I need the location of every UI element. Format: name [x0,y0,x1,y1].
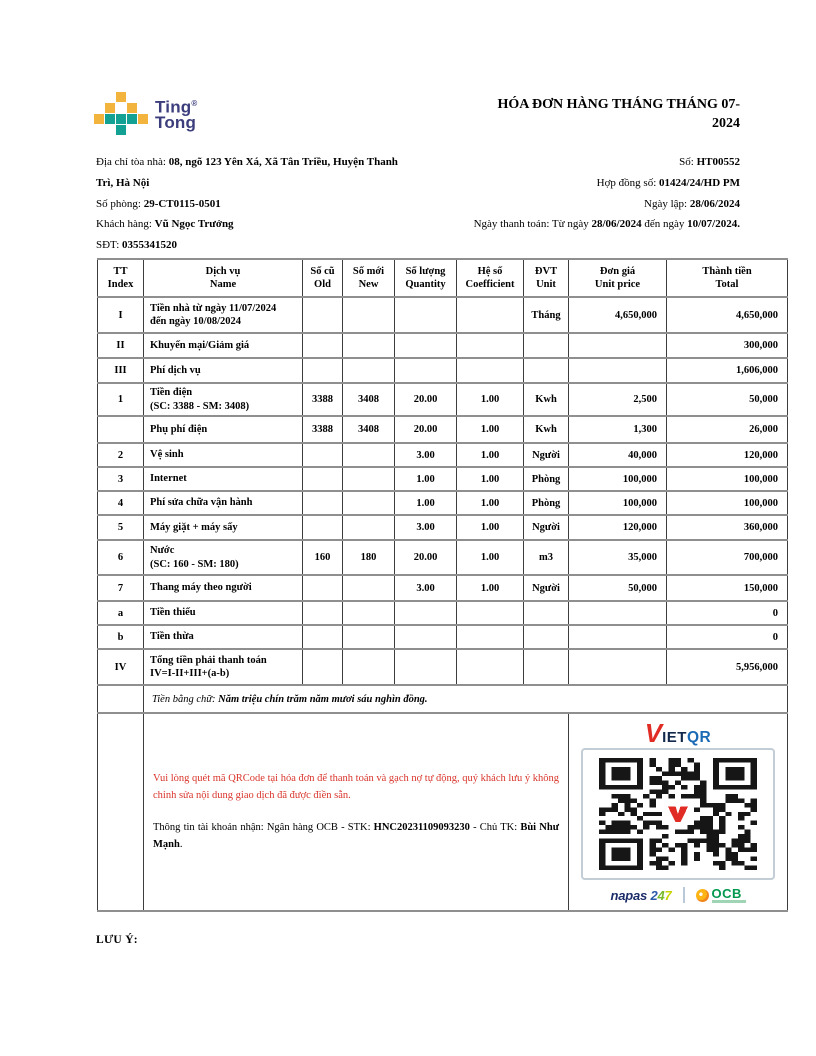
table-cell: 3408 [343,383,395,416]
table-cell: 1.00 [457,540,524,575]
table-cell [343,297,395,333]
table-cell: 3.00 [395,515,457,540]
table-row [98,601,788,625]
info-line: Trì, Hà Nội [96,176,150,189]
table-cell: 1.00 [395,467,457,491]
table-cell: 0 [667,625,788,649]
table-cell [569,333,667,358]
table-cell: Tiền nhà từ ngày 11/07/2024 đến ngày 10/08/2024 [144,297,303,333]
table-cell [303,333,343,358]
column-header: Số lượng Quantity [395,259,457,297]
table-cell: Tiền điện (SC: 3388 - SM: 3408) [144,383,303,416]
table-cell: 2 [98,443,144,467]
column-header: Số cũ Old [303,259,343,297]
table-cell: 50,000 [569,575,667,601]
table-cell [343,601,395,625]
table-row [98,443,788,467]
table-cell: Khuyến mại/Giảm giá [144,333,303,358]
table-cell: Tổng tiền phải thanh toán IV=I-II+III+(a-b) [144,649,303,685]
table-cell: Kwh [524,416,569,443]
table-cell: 180 [343,540,395,575]
payment-notice: Vui lòng quét mã QRCode tại hóa đơn để thanh toán và gạch nợ tự động, quý khách lưu ý không chỉnh sửa nội dung giao dịch đã được điền sẵn. [153,773,559,801]
table-cell: 7 [98,575,144,601]
table-row [98,333,788,358]
table-cell: 100,000 [569,467,667,491]
note-label: LƯU Ý: [96,934,138,946]
info-line: Hợp đồng số: 01424/24/HD PM [596,176,740,189]
vietqr-logo: V IET QR [644,718,712,748]
ocb-logo-text: OCB [712,888,746,903]
table-cell: 20.00 [395,416,457,443]
table-cell [569,649,667,685]
table-cell [303,625,343,649]
info-line: Địa chỉ tòa nhà: 08, ngõ 123 Yên Xá, Xã Tân Triều, Huyện Thanh [96,156,398,168]
table-cell: 300,000 [667,333,788,358]
empty-cell [98,685,144,713]
table-cell [303,575,343,601]
amount-in-words: Tiền bằng chữ: Năm triệu chín trăm năm mươi sáu nghìn đồng. [144,685,788,713]
table-cell: Tháng [524,297,569,333]
payment-instructions [144,713,569,911]
table-cell: Người [524,575,569,601]
table-cell [343,443,395,467]
table-row [98,540,788,575]
table-cell [303,601,343,625]
table-cell: Phòng [524,491,569,515]
table-cell [524,358,569,383]
table-cell [303,649,343,685]
info-line: Khách hàng: Vũ Ngọc Trưởng [96,218,234,231]
table-cell: Kwh [524,383,569,416]
table-cell: 4 [98,491,144,515]
table-cell: Nước (SC: 160 - SM: 180) [144,540,303,575]
ocb-circle-icon [696,889,709,902]
table-row [98,383,788,416]
tingtong-logo-text: Ting® Tong [155,97,198,133]
table-cell: 4,650,000 [569,297,667,333]
table-cell: 50,000 [667,383,788,416]
table-cell: 100,000 [569,491,667,515]
tingtong-logo [94,92,197,135]
payment-row [98,713,788,911]
table-cell: 4,650,000 [667,297,788,333]
table-cell [395,358,457,383]
table-cell: 3388 [303,416,343,443]
table-cell: Internet [144,467,303,491]
qr-code-box [581,748,775,880]
table-cell [343,649,395,685]
table-cell [343,467,395,491]
table-cell: 20.00 [395,540,457,575]
column-header: Hệ số Coefficient [457,259,524,297]
table-cell: 3 [98,467,144,491]
table-cell [524,649,569,685]
table-cell: 1.00 [457,443,524,467]
table-cell: 100,000 [667,467,788,491]
table-cell [524,333,569,358]
table-cell: a [98,601,144,625]
table-cell: 35,000 [569,540,667,575]
table-cell [569,601,667,625]
table-cell [457,601,524,625]
table-cell: 1.00 [457,515,524,540]
table-cell [395,333,457,358]
table-cell: IV [98,649,144,685]
empty-cell [98,713,144,911]
table-cell: 160 [303,540,343,575]
table-cell: 1.00 [457,383,524,416]
table-cell: 0 [667,601,788,625]
column-header: Số mới New [343,259,395,297]
table-cell: Phí dịch vụ [144,358,303,383]
table-cell: 120,000 [667,443,788,467]
table-cell [343,333,395,358]
vietqr-v-icon: V [644,718,663,748]
info-line: Ngày thanh toán: Từ ngày 28/06/2024 đến ngày 10/07/2024. [473,218,740,231]
table-cell [457,358,524,383]
table-cell: Phụ phí điện [144,416,303,443]
table-cell: Vệ sinh [144,443,303,467]
tingtong-logo-icon [94,92,148,135]
table-row [98,297,788,333]
table-cell: 2,500 [569,383,667,416]
table-cell [457,625,524,649]
table-cell [303,467,343,491]
table-cell [343,575,395,601]
table-cell [303,297,343,333]
column-header: Thành tiền Total [667,259,788,297]
table-cell: 1.00 [457,416,524,443]
table-cell [343,515,395,540]
table-cell: 20.00 [395,383,457,416]
table-cell [395,601,457,625]
table-cell: Phòng [524,467,569,491]
column-header: Đơn giá Unit price [569,259,667,297]
table-cell: Tiền thừa [144,625,303,649]
table-row [98,358,788,383]
qr-payment-cell [569,713,788,911]
table-cell [457,297,524,333]
table-cell [343,491,395,515]
column-header: ĐVT Unit [524,259,569,297]
table-cell [395,649,457,685]
invoice-table [97,258,788,912]
table-cell: II [98,333,144,358]
table-cell: 360,000 [667,515,788,540]
divider [683,887,685,903]
table-cell [524,625,569,649]
info-right [400,152,740,235]
table-cell [524,601,569,625]
table-cell: 3.00 [395,575,457,601]
table-cell [395,625,457,649]
table-row [98,515,788,540]
table-cell: 1 [98,383,144,416]
table-cell [343,358,395,383]
info-left [96,152,446,256]
table-cell [395,297,457,333]
table-cell [569,625,667,649]
table-row [98,467,788,491]
table-header-row [98,259,788,297]
table-cell: 1.00 [457,491,524,515]
table-row [98,575,788,601]
table-cell: Thang máy theo người [144,575,303,601]
invoice-title [410,95,740,133]
table-row [98,491,788,515]
table-cell: 1.00 [457,575,524,601]
invoice-title-line1: HÓA ĐƠN HÀNG THÁNG THÁNG 07- [497,97,740,112]
table-cell: III [98,358,144,383]
qr-footer [581,887,775,903]
table-cell [569,358,667,383]
info-line: Số phòng: 29-CT0115-0501 [96,197,221,210]
table-cell [303,358,343,383]
table-cell: 700,000 [667,540,788,575]
table-cell: Người [524,515,569,540]
amount-in-words-row [98,685,788,713]
table-cell: 1,300 [569,416,667,443]
table-cell: 100,000 [667,491,788,515]
table-row [98,625,788,649]
qr-code-svg [599,758,757,870]
table-cell: 40,000 [569,443,667,467]
column-header: TT Index [98,259,144,297]
table-cell: I [98,297,144,333]
table-cell [98,416,144,443]
table-cell [457,649,524,685]
invoice-title-line2: 2024 [712,116,740,131]
info-line: Số: HT00552 [679,156,740,168]
payment-account: Thông tin tài khoản nhận: Ngân hàng OCB - STK: HNC20231109093230 - Chủ TK: Bùi Như Mạnh. [153,822,559,850]
table-cell: 5,956,000 [667,649,788,685]
table-cell [303,491,343,515]
info-line: SĐT: 0355341520 [96,239,178,252]
table-row [98,649,788,685]
table-cell [457,333,524,358]
table-cell: Máy giặt + máy sấy [144,515,303,540]
table-cell: 6 [98,540,144,575]
table-cell [303,515,343,540]
table-cell: 1.00 [457,467,524,491]
table-cell: 5 [98,515,144,540]
napas-247-logo: napas 247 [610,887,672,903]
table-cell: 3408 [343,416,395,443]
info-line: Ngày lập: 28/06/2024 [644,197,740,210]
invoice-table-rows [98,297,788,685]
table-cell [303,443,343,467]
table-cell: 3.00 [395,443,457,467]
column-header: Dịch vụ Name [144,259,303,297]
table-cell: 1.00 [395,491,457,515]
table-cell: Người [524,443,569,467]
table-cell [343,625,395,649]
table-cell: Phí sửa chữa vận hành [144,491,303,515]
ocb-logo [696,885,746,903]
table-cell: 3388 [303,383,343,416]
table-cell: 26,000 [667,416,788,443]
table-cell: 1,606,000 [667,358,788,383]
table-cell: 120,000 [569,515,667,540]
table-cell: b [98,625,144,649]
table-cell: 150,000 [667,575,788,601]
table-cell: m3 [524,540,569,575]
table-row [98,416,788,443]
table-cell: Tiền thiếu [144,601,303,625]
